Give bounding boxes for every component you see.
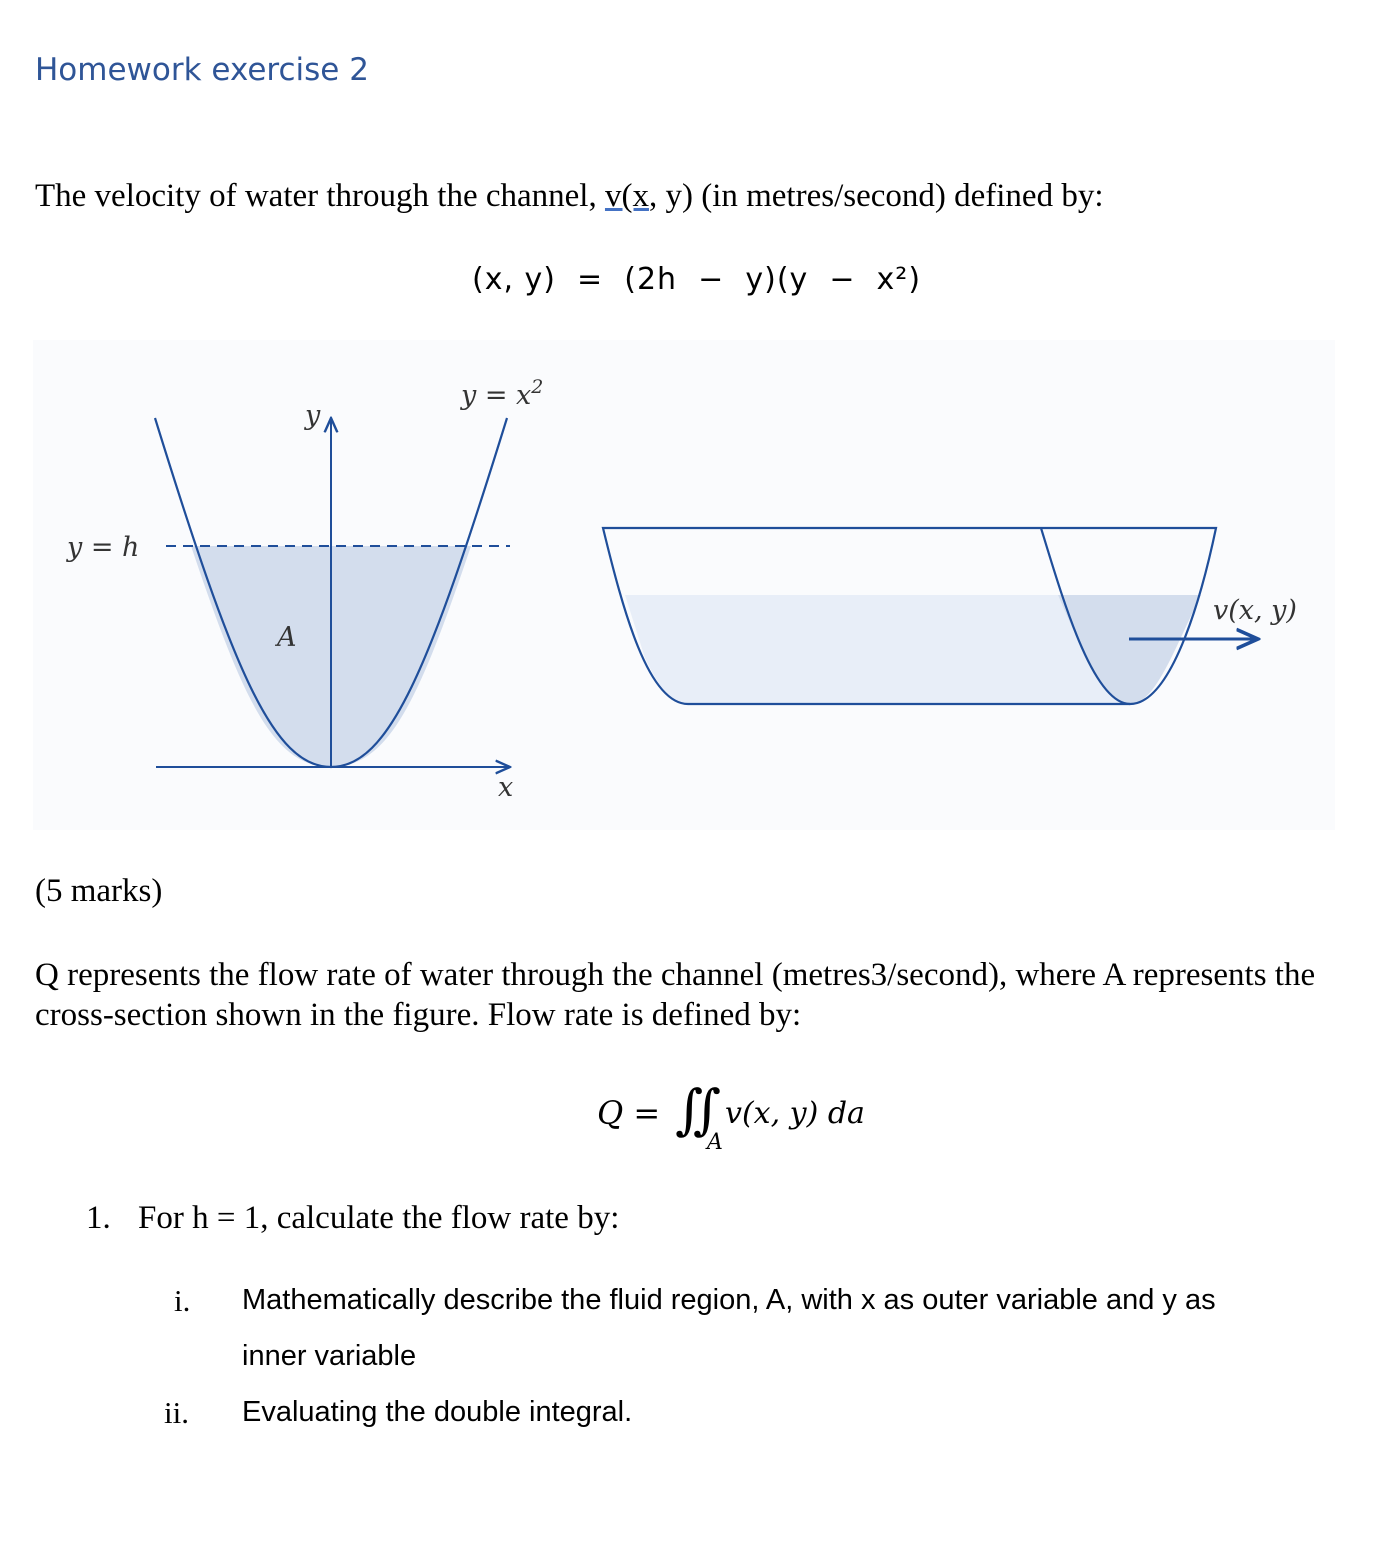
part-ii-line1: Evaluating the double integral. [242,1396,633,1428]
channel-figure-svg [33,340,1335,830]
integrand: v(x, y) da [725,1096,865,1131]
velocity-equation: (x, y) = (2h − y)(y − x²) [472,262,922,297]
region-label: A [277,622,297,653]
curve-label: $y = x^2$ [461,376,544,411]
flow-equation [597,1078,917,1164]
part-ii-numeral: ii. [164,1395,189,1430]
velocity-function-text: v(x [604,178,649,214]
velocity-label: v(x, y) [1213,595,1297,626]
double-integral-sign: ∬ [675,1078,707,1141]
x-axis-label: x [498,772,514,803]
part-i-line1: Mathematically describe the fluid region, A, with x as outer variable and y as [242,1284,1216,1316]
question-text: For h = 1, calculate the flow rate by: [138,1200,620,1236]
flow-rate-paragraph: Q represents the flow rate of water through the channel (metres3/second), where A represents the cross-section shown in the figure. Flow rate is defined by: [35,957,1316,1033]
channel-figure [33,340,1335,830]
part-i-line2: inner variable [242,1340,417,1372]
intro-paragraph [35,178,1104,215]
question-number: 1. [86,1200,111,1236]
part-i-numeral: i. [174,1283,191,1318]
level-label: y = h [67,532,140,563]
intro-after: , y) (in metres/second) defined by: [648,178,1104,214]
flow-equation-lhs: Q = [597,1094,661,1132]
marks-label: (5 marks) [35,873,163,909]
page-heading: Homework exercise 2 [35,52,369,88]
integral-subscript: A [707,1130,723,1155]
intro-before: The velocity of water through the channel, [35,178,605,214]
y-axis-label: y [305,400,321,431]
